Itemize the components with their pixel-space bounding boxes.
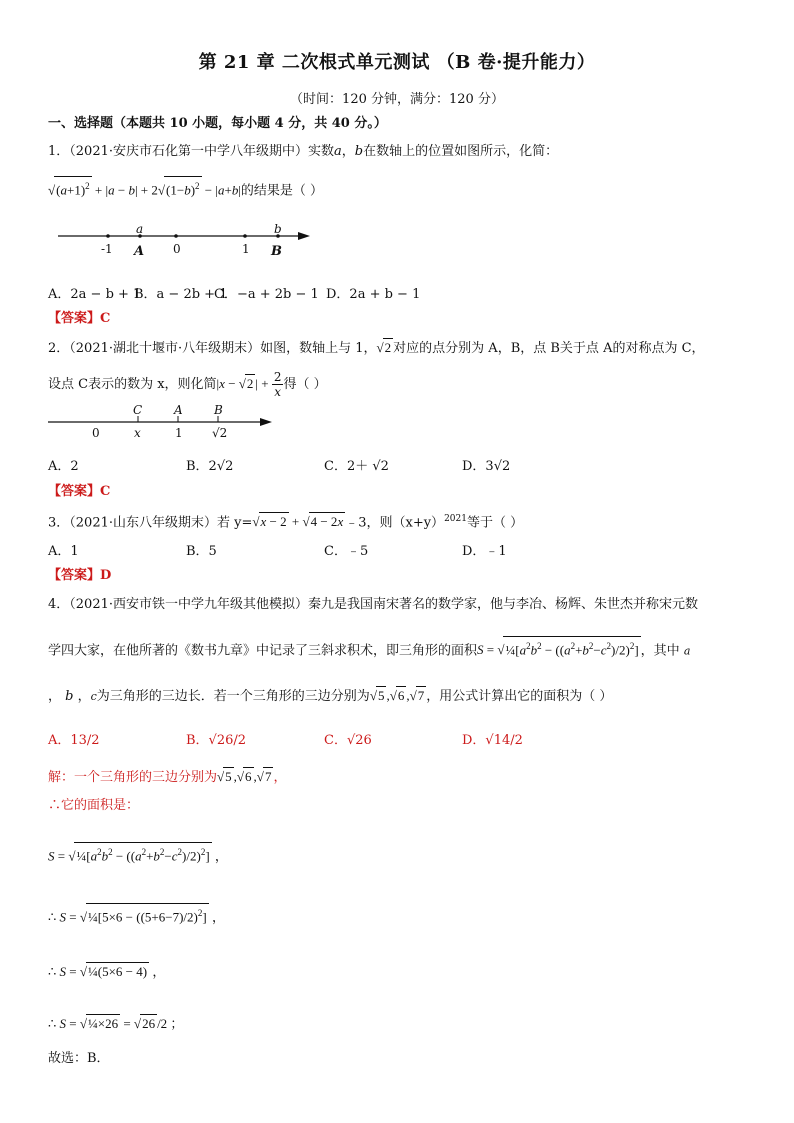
q1-option-d: D．2a + b − 1 xyxy=(326,287,421,302)
q2-stem-line2: 设点 C表示的数为 x，则化简|x − √2 | + $\frac{2}{x}$ 得（ ） xyxy=(48,370,327,399)
q2-option-b: B．2√2 xyxy=(186,459,234,474)
q2-option-a: A．2 xyxy=(48,459,79,474)
q4-option-a: A．13/2 xyxy=(48,733,100,748)
q1-label-1: 1 xyxy=(242,242,250,256)
q4-option-c: C．√26 xyxy=(324,733,372,748)
q3-option-b: B．5 xyxy=(186,544,217,559)
q4-option-d: D．√14/2 xyxy=(462,733,523,748)
q4-option-b: B．√26/2 xyxy=(186,733,247,748)
q2-option-c: C．2＋ √2 xyxy=(324,459,389,474)
q1-label-A: A xyxy=(134,244,145,259)
q3-stem: 3．（2021·山东八年级期末）若 y=√x − 2 + √4 − 2x ﹣3，则$(x+y)^{2021}$等于（ ） xyxy=(48,514,524,531)
q4-step1: $S = √\frac{1}{4}[a^2b^2 - ((a^2+b^2-c^2)/2)^2]$ ， xyxy=(48,842,228,865)
q2-label-1: 1 xyxy=(175,426,183,440)
q4-step4: ∴ S = √¼×26 = √26 /2 ； xyxy=(48,1016,184,1031)
q1-stem: 1．（2021·安庆市石化第一中学八年级期中）实数a，b在数轴上的位置如图所示，化简： xyxy=(48,144,559,159)
q4-step3: ∴ S = √¼(5×6 − 4) ， xyxy=(48,964,166,979)
q1-option-c: C．−a + 2b − 1 xyxy=(214,287,319,302)
q2-label-sqrt2: √2 xyxy=(212,426,228,440)
q1-point-b: b xyxy=(274,222,282,236)
q2-point-A: A xyxy=(174,403,183,417)
page-subtitle: （时间：120 分钟，满分：120 分） xyxy=(290,92,504,107)
q2-option-d: D．3√2 xyxy=(462,459,511,474)
q1-point-a: a xyxy=(136,222,144,236)
q4-step2: ∴ S = √¼[5×6 − $((5+6-7)/2)^2$] ， xyxy=(48,903,225,926)
q2-point-B: B xyxy=(214,403,223,417)
q4-solution-intro: 解：一个三角形的三边分别为√5 ,√6 ,√7 ， xyxy=(48,769,287,785)
q2-answer: 【答案】C xyxy=(48,484,111,499)
q1-label-B: B xyxy=(271,244,282,259)
q3-option-c: C．﹣5 xyxy=(324,544,369,559)
q2-stem: 2．（2021·湖北十堰市·八年级期末）如图，数轴上与 1，√2 对应的点分别为 A，B，点 B关于点 A的对称点为 C， xyxy=(48,340,705,356)
page-title: 第 21 章 二次根式单元测试 （B 卷·提升能力） xyxy=(198,52,596,73)
q1-option-a: A．2a − b + 1 xyxy=(48,287,142,302)
q1-label-0: 0 xyxy=(173,242,181,256)
q4-conclusion: 故选：B． xyxy=(48,1051,110,1066)
section-heading: 一、选择题（本题共 10 小题，每小题 4 分，共 40 分。） xyxy=(48,116,387,131)
q4-therefore-area: ∴它的面积是： xyxy=(48,798,140,813)
q3-option-a: A．1 xyxy=(48,544,79,559)
q3-answer: 【答案】D xyxy=(48,568,112,583)
q4-line1: 4．（2021·西安市铁一中学九年级其他模拟）秦九是我国南宋著名的数学家，他与李冶、杨辉、朱世杰并称宋元数 xyxy=(48,597,698,612)
q4-line2: 学四大家，在他所著的《数书九章》中记录了三斜求积术，即三角形的面积$S = √\frac{1}{4}[a^2b^2 - ((a^2+b^2-c^2)/2)^2]$ ，其中 a xyxy=(48,636,690,660)
q2-label-0: 0 xyxy=(92,426,100,440)
q2-number-line xyxy=(48,412,278,442)
q4-line3: ， b ，c为三角形的三边长．若一个三角形的三边分别为√5 ,√6 ,√7 ，用公式计算出它的面积为（ ） xyxy=(48,688,613,704)
q1-option-b: B．a − 2b + 1 xyxy=(134,287,228,302)
q1-label-minus1: -1 xyxy=(101,242,113,256)
q1-answer: 【答案】C xyxy=(48,311,111,326)
q3-option-d: D．﹣1 xyxy=(462,544,507,559)
q2-point-C: C xyxy=(133,403,143,417)
q2-label-x: x xyxy=(134,426,141,440)
q1-formula: $√(a+1)^2 + |a - b| + 2√(1-b)^2 - |a+b|$的结果是（ ） xyxy=(48,176,323,200)
